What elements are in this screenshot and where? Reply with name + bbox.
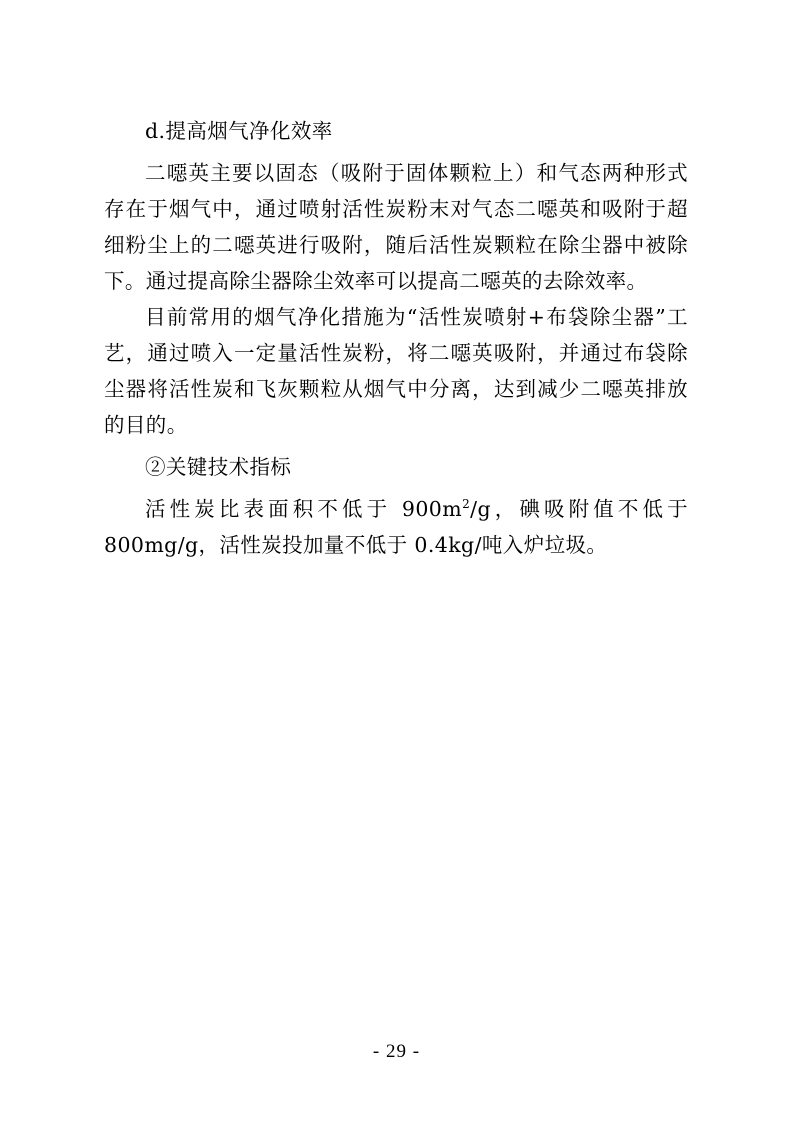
section-heading-d: d.提高烟气净化效率 (145, 119, 333, 143)
superscript-2: 2 (462, 497, 471, 512)
page-number: - 29 - (372, 1041, 421, 1062)
section-heading-key-indicators: ②关键技术指标 (145, 455, 292, 479)
paragraph-dioxin-forms: 二噁英主要以固态（吸附于固体颗粒上）和气态两种形式存在于烟气中，通过喷射活性炭粉末对气态二噁英和吸附于超细粉尘上的二噁英进行吸附，随后活性炭颗粒在除尘器中被除下。通过提高除尘器除尘效率可以提高二噁英的去除效率。 (104, 161, 688, 293)
document-body (104, 113, 688, 563)
indicator-text-part-2: /g，碘吸附值不低于 800mg/g，活性炭投加量不低于 0.4kg/吨入炉垃圾。 (104, 497, 688, 557)
paragraph-technical-indicators (104, 491, 688, 563)
indicator-text-part-1: 活性炭比表面积不低于 900m (145, 497, 463, 521)
paragraph-purification-measures: 目前常用的烟气净化措施为“活性炭喷射+布袋除尘器”工艺，通过喷入一定量活性炭粉，将二噁英吸附，并通过布袋除尘器将活性炭和飞灰颗粒从烟气中分离，达到减少二噁英排放的目的。 (104, 305, 688, 437)
